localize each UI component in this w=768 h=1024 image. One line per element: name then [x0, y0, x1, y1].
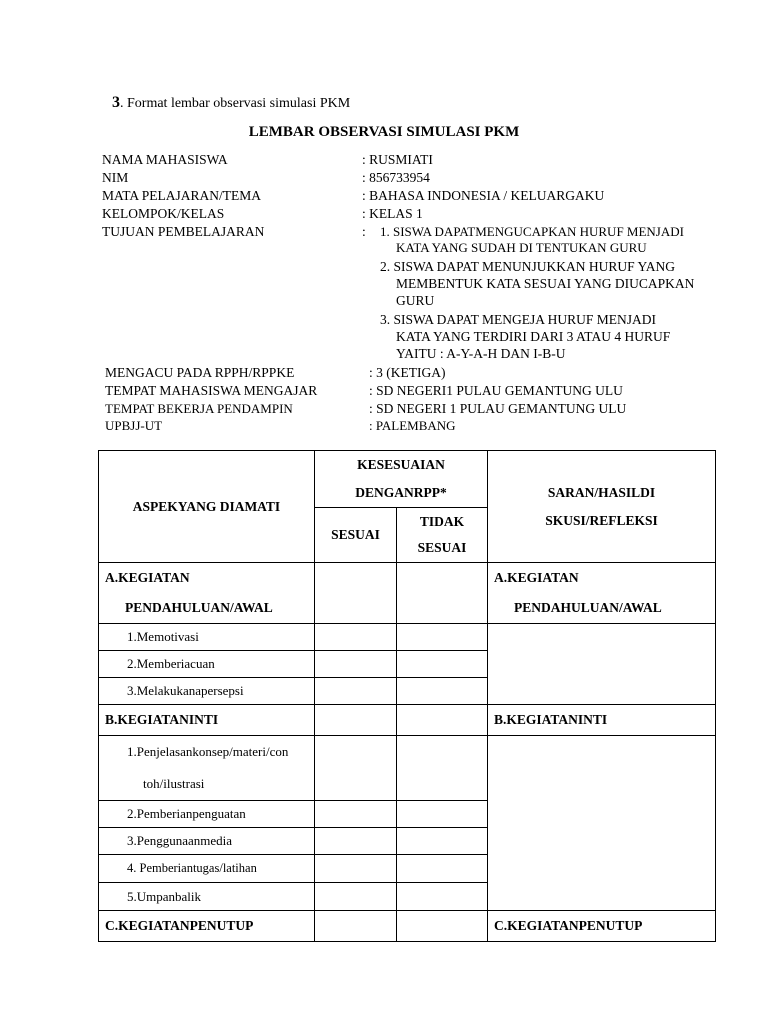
item-b4: 4. Pemberiantugas/latihan: [99, 855, 315, 883]
field-value-nama: : RUSMIATI: [362, 152, 433, 167]
table-row-section-a: [99, 563, 716, 624]
cell-sesuai[interactable]: [315, 801, 397, 828]
table-row-section-c: [99, 911, 716, 942]
cell-tidak-sesuai[interactable]: [397, 855, 488, 883]
cell-sesuai[interactable]: [315, 828, 397, 855]
table-row: [99, 624, 716, 651]
cell-tidak-sesuai[interactable]: [397, 883, 488, 911]
field-label-nim: NIM: [102, 170, 129, 185]
item-a1: 1.Memotivasi: [99, 624, 315, 651]
field-value-tujuan-colon: :: [362, 224, 366, 239]
field-label-nama: NAMA MAHASISWA: [102, 152, 228, 167]
cell-tidak-sesuai[interactable]: [397, 563, 488, 624]
goal-2-line2: MEMBENTUK KATA SESUAI YANG DIUCAPKAN: [396, 276, 695, 291]
header-saran: SARAN/HASILDI SKUSI/REFLEKSI: [488, 451, 716, 563]
field-value-rpph: : 3 (KETIGA): [369, 365, 446, 380]
intro-line: [112, 94, 350, 112]
cell-sesuai[interactable]: [315, 624, 397, 651]
cell-sesuai[interactable]: [315, 736, 397, 801]
section-c-saran: C.KEGIATANPENUTUP: [488, 911, 716, 942]
goal-1-line2: KATA YANG SUDAH DI TENTUKAN GURU: [396, 240, 647, 255]
header-aspek: ASPEKYANG DIAMATI: [99, 451, 315, 563]
cell-tidak-sesuai[interactable]: [397, 911, 488, 942]
field-label-upbjj: UPBJJ-UT: [105, 418, 163, 433]
cell-sesuai[interactable]: [315, 651, 397, 678]
table-row-section-b: [99, 705, 716, 736]
field-label-tempat-mahasiswa: TEMPAT MAHASISWA MENGAJAR: [105, 383, 318, 398]
goal-2-line3: GURU: [396, 293, 435, 308]
item-b1: 1.Penjelasankonsep/materi/con toh/ilustrasi: [99, 736, 315, 801]
header-sesuai: SESUAI: [315, 508, 397, 563]
cell-tidak-sesuai[interactable]: [397, 651, 488, 678]
cell-sesuai[interactable]: [315, 563, 397, 624]
section-c-label: C.KEGIATANPENUTUP: [99, 911, 315, 942]
field-value-tempat-pendamping: : SD NEGERI 1 PULAU GEMANTUNG ULU: [369, 401, 627, 416]
cell-sesuai[interactable]: [315, 705, 397, 736]
item-a2: 2.Memberiacuan: [99, 651, 315, 678]
field-value-mapel: : BAHASA INDONESIA / KELUARGAKU: [362, 188, 605, 203]
cell-tidak-sesuai[interactable]: [397, 624, 488, 651]
intro-text: . Format lembar observasi simulasi PKM: [120, 96, 351, 111]
goal-2-line1: 2. SISWA DAPAT MENUNJUKKAN HURUF YANG: [380, 259, 676, 274]
item-b3: 3.Penggunaanmedia: [99, 828, 315, 855]
goal-3-line2: KATA YANG TERDIRI DARI 3 ATAU 4 HURUF: [396, 329, 671, 344]
goal-1-line1: 1. SISWA DAPATMENGUCAPKAN HURUF MENJADI: [380, 224, 684, 239]
observation-table: [98, 450, 716, 942]
table-row: [99, 736, 716, 801]
cell-tidak-sesuai[interactable]: [397, 678, 488, 705]
item-b2: 2.Pemberianpenguatan: [99, 801, 315, 828]
header-tidak-sesuai: TIDAK SESUAI: [397, 508, 488, 563]
cell-tidak-sesuai[interactable]: [397, 801, 488, 828]
header-kesesuaian: KESESUAIAN DENGANRPP*: [315, 451, 488, 508]
field-label-tujuan: TUJUAN PEMBELAJARAN: [102, 224, 265, 239]
table-header-row: [99, 451, 716, 508]
field-label-kelas: KELOMPOK/KELAS: [102, 206, 225, 221]
item-b5: 5.Umpanbalik: [99, 883, 315, 911]
field-value-nim: : 856733954: [362, 170, 430, 185]
cell-tidak-sesuai[interactable]: [397, 705, 488, 736]
item-a3: 3.Melakukanapersepsi: [99, 678, 315, 705]
field-label-rpph: MENGACU PADA RPPH/RPPKE: [105, 365, 295, 380]
cell-tidak-sesuai[interactable]: [397, 828, 488, 855]
page-title: LEMBAR OBSERVASI SIMULASI PKM: [248, 124, 520, 140]
cell-saran-a[interactable]: [488, 624, 716, 705]
field-value-kelas: : KELAS 1: [362, 206, 423, 221]
intro-number: 3: [112, 94, 120, 111]
field-value-upbjj: : PALEMBANG: [369, 418, 456, 433]
field-value-tempat-mahasiswa: : SD NEGERI1 PULAU GEMANTUNG ULU: [369, 383, 623, 398]
goal-3-line1: 3. SISWA DAPAT MENGEJA HURUF MENJADI: [380, 312, 657, 327]
cell-sesuai[interactable]: [315, 883, 397, 911]
field-label-tempat-pendamping: TEMPAT BEKERJA PENDAMPIN: [105, 401, 293, 416]
cell-sesuai[interactable]: [315, 911, 397, 942]
cell-sesuai[interactable]: [315, 855, 397, 883]
section-a-label: A.KEGIATAN PENDAHULUAN/AWAL: [99, 563, 315, 624]
section-b-label: B.KEGIATANINTI: [99, 705, 315, 736]
cell-tidak-sesuai[interactable]: [397, 736, 488, 801]
field-label-mapel: MATA PELAJARAN/TEMA: [102, 188, 262, 203]
section-a-saran: A.KEGIATAN PENDAHULUAN/AWAL: [488, 563, 716, 624]
section-b-saran: B.KEGIATANINTI: [488, 705, 716, 736]
cell-sesuai[interactable]: [315, 678, 397, 705]
goal-3-line3: YAITU : A-Y-A-H DAN I-B-U: [396, 346, 566, 361]
cell-saran-b[interactable]: [488, 736, 716, 911]
